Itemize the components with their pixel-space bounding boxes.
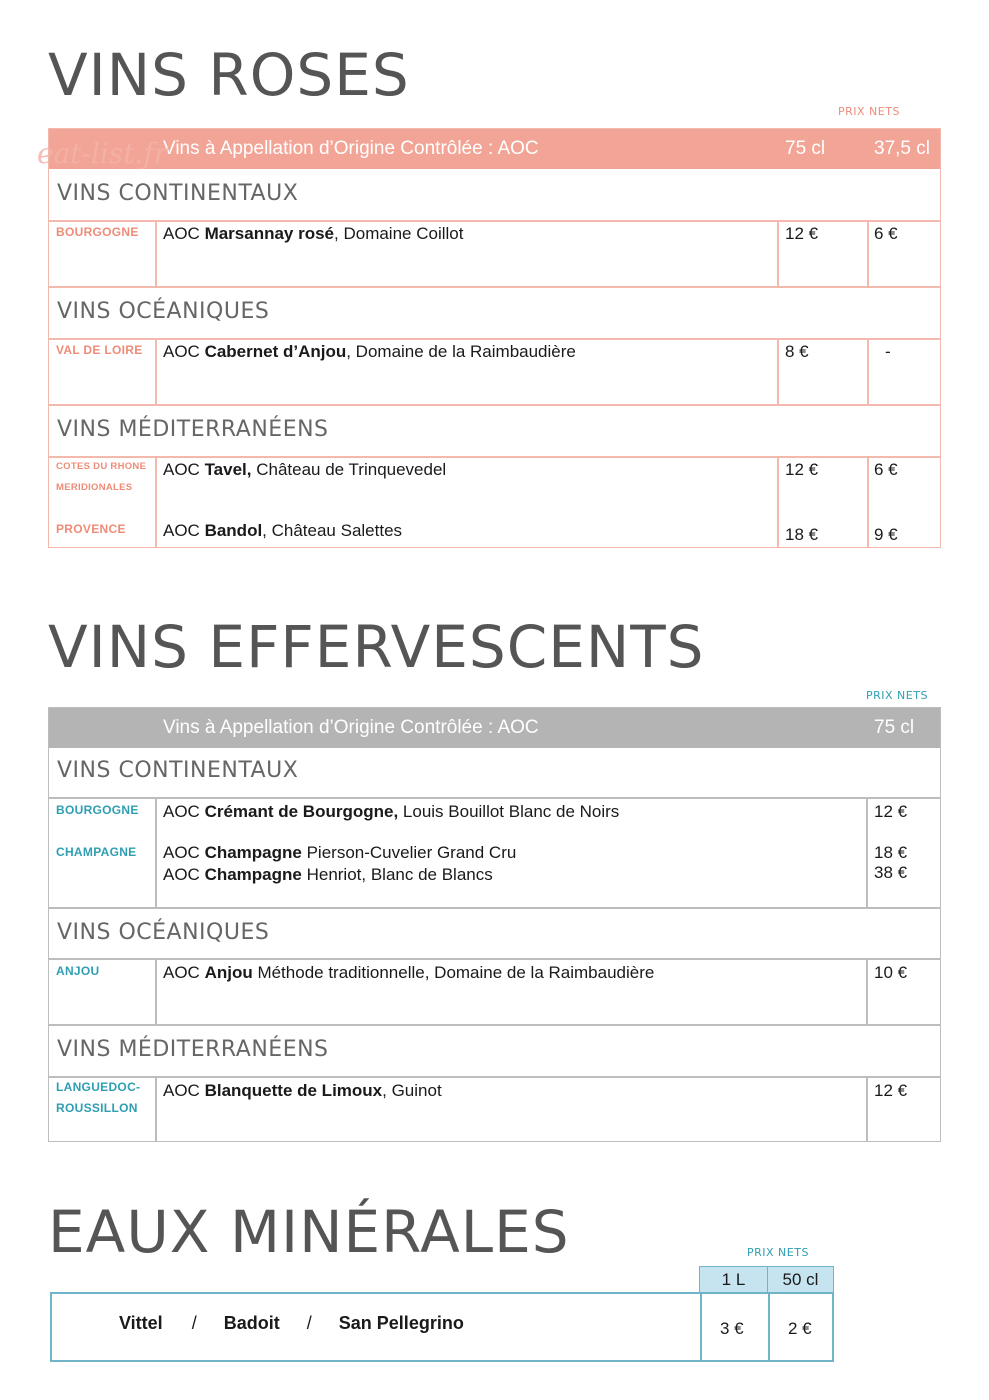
divider <box>866 1076 868 1142</box>
roses-cat-oceaniques <box>49 287 940 339</box>
divider <box>866 958 868 1024</box>
divider <box>155 456 157 547</box>
effervescents-wine-anjou: AOC Anjou Méthode traditionnelle, Domaine de la Raimbaudière <box>163 963 655 982</box>
effervescents-cat-mediterraneens <box>49 1025 940 1077</box>
divider <box>867 456 869 547</box>
roses-cat-mediterraneens-label: VINS MÉDITERRANÉENS <box>57 417 329 442</box>
eaux-brand-vittel: Vittel <box>119 1313 163 1333</box>
roses-price-37cl: 6 € <box>874 460 898 479</box>
roses-title: VINS ROSES <box>48 41 410 109</box>
eaux-brand-badoit: Badoit <box>223 1313 280 1333</box>
divider <box>49 1076 940 1078</box>
roses-price-37cl: 9 € <box>874 525 898 544</box>
effervescents-header-band <box>49 708 940 748</box>
effervescents-price: 12 € <box>874 802 908 821</box>
effervescents-region-bourgogne: BOURGOGNE <box>56 803 139 817</box>
divider <box>49 456 940 458</box>
divider <box>49 958 940 960</box>
eaux-separator: / <box>306 1313 312 1333</box>
divider <box>867 338 869 404</box>
divider <box>867 220 869 286</box>
roses-prix-nets: PRIX NETS <box>838 105 900 118</box>
roses-cat-continentaux-label: VINS CONTINENTAUX <box>57 181 299 206</box>
eaux-table <box>50 1292 834 1362</box>
effervescents-price: 18 € <box>874 843 908 862</box>
effervescents-wine-pierson: AOC Champagne Pierson-Cuvelier Grand Cru <box>163 843 517 862</box>
eaux-prix-nets: PRIX NETS <box>747 1246 809 1259</box>
effervescents-cat-oceaniques <box>49 908 940 960</box>
effervescents-price: 10 € <box>874 963 908 982</box>
roses-region-val-de-loire: VAL DE LOIRE <box>56 343 143 357</box>
divider <box>700 1294 702 1360</box>
effervescents-region-languedoc: LANGUEDOC- ROUSSILLON <box>56 1080 141 1115</box>
divider <box>155 1076 157 1142</box>
divider <box>155 958 157 1024</box>
divider <box>777 338 779 404</box>
roses-wine-cabernet: AOC Cabernet d’Anjou, Domaine de la Raimbaudière <box>163 342 576 361</box>
roses-wine-tavel: AOC Tavel, Château de Trinquevedel <box>163 460 447 479</box>
roses-price-75cl: 8 € <box>785 342 809 361</box>
roses-header-75cl: 75 cl <box>785 138 826 159</box>
divider <box>768 1294 770 1360</box>
eaux-header-50cl: 50 cl <box>767 1266 834 1294</box>
watermark: eat-list.fr <box>37 137 168 170</box>
eaux-price-50cl: 2 € <box>788 1319 812 1338</box>
roses-price-75cl: 18 € <box>785 525 819 544</box>
roses-region-bourgogne: BOURGOGNE <box>56 225 139 239</box>
divider <box>777 456 779 547</box>
effervescents-header-label: Vins à Appellation d’Origine Contrôlée : AOC <box>163 717 539 738</box>
effervescents-cat-oceaniques-label: VINS OCÉANIQUES <box>57 920 270 945</box>
eaux-separator: / <box>191 1313 197 1333</box>
divider <box>777 220 779 286</box>
roses-header-37cl: 37,5 cl <box>874 138 930 159</box>
divider <box>866 797 868 907</box>
roses-header-band <box>49 129 940 169</box>
roses-region-cotes-du-rhone: COTES DU RHONE MERIDIONALES <box>56 461 147 493</box>
roses-wine-marsannay: AOC Marsannay rosé, Domaine Coillot <box>163 224 464 243</box>
roses-price-37cl: - <box>885 342 891 361</box>
roses-header-label: Vins à Appellation d’Origine Contrôlée : AOC <box>163 138 539 159</box>
roses-price-75cl: 12 € <box>785 224 819 243</box>
divider <box>155 338 157 404</box>
effervescents-prix-nets: PRIX NETS <box>866 689 928 702</box>
eaux-header-1l: 1 L <box>699 1266 768 1294</box>
effervescents-title: VINS EFFERVESCENTS <box>48 613 705 681</box>
divider <box>155 797 157 907</box>
roses-price-37cl: 6 € <box>874 224 898 243</box>
eaux-title: EAUX MINÉRALES <box>48 1198 570 1266</box>
effervescents-table <box>48 707 941 1142</box>
effervescents-price: 12 € <box>874 1081 908 1100</box>
roses-wine-bandol: AOC Bandol, Château Salettes <box>163 521 403 540</box>
effervescents-header-75cl: 75 cl <box>874 717 915 738</box>
eaux-price-1l: 3 € <box>720 1319 744 1338</box>
roses-region-provence: PROVENCE <box>56 522 126 536</box>
roses-table <box>48 128 941 548</box>
effervescents-wine-blanquette: AOC Blanquette de Limoux, Guinot <box>163 1081 442 1100</box>
roses-cat-continentaux <box>49 169 940 221</box>
effervescents-region-anjou: ANJOU <box>56 964 100 978</box>
effervescents-wine-henriot: AOC Champagne Henriot, Blanc de Blancs <box>163 865 493 884</box>
divider <box>49 220 940 222</box>
effervescents-price: 38 € <box>874 863 908 882</box>
roses-price-75cl: 12 € <box>785 460 819 479</box>
eaux-brands <box>119 1313 464 1334</box>
effervescents-cat-continentaux-label: VINS CONTINENTAUX <box>57 758 299 783</box>
roses-cat-oceaniques-label: VINS OCÉANIQUES <box>57 299 270 324</box>
divider <box>155 220 157 286</box>
effervescents-cat-continentaux <box>49 746 940 798</box>
effervescents-wine-cremant: AOC Crémant de Bourgogne, Louis Bouillot Blanc de Noirs <box>163 802 620 821</box>
effervescents-region-champagne: CHAMPAGNE <box>56 845 137 859</box>
roses-cat-mediterraneens <box>49 405 940 457</box>
eaux-brand-san-pellegrino: San Pellegrino <box>338 1313 464 1333</box>
effervescents-cat-mediterraneens-label: VINS MÉDITERRANÉENS <box>57 1037 329 1062</box>
divider <box>49 338 940 340</box>
divider <box>49 797 940 799</box>
